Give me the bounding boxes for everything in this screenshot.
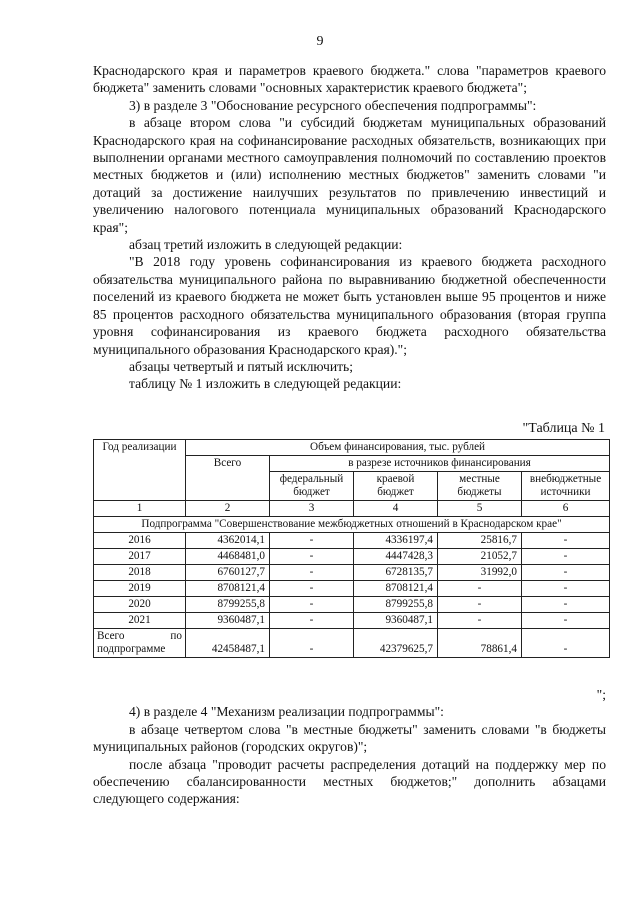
subprogram-row: [94, 517, 610, 533]
table-header-row: [94, 440, 610, 456]
table-row: [94, 613, 610, 629]
cell-federal: -: [270, 597, 354, 613]
col-number: 4: [354, 501, 438, 517]
col-number: 3: [270, 501, 354, 517]
paragraph: абзацы четвертый и пятый исключить;: [129, 358, 354, 374]
cell-total: 4362014,1: [186, 533, 270, 549]
col-number: 2: [186, 501, 270, 517]
cell-local: -: [438, 597, 522, 613]
header-year: Год реализации: [94, 440, 186, 501]
funding-table: [93, 439, 610, 658]
table-caption: "Таблица № 1: [522, 421, 605, 436]
cell-local: 25816,7: [438, 533, 522, 549]
cell-local: 78861,4: [438, 629, 522, 658]
table-total-row: [94, 629, 610, 658]
body-text-top: [93, 62, 606, 393]
cell-local: 21052,7: [438, 549, 522, 565]
header-federal: федеральный бюджет: [270, 472, 354, 501]
subprogram-title: Подпрограмма "Совершенствование межбюджетных отношений в Краснодарском крае": [94, 517, 610, 533]
table-row: [94, 549, 610, 565]
cell-year: 2019: [94, 581, 186, 597]
cell-year: 2020: [94, 597, 186, 613]
paragraph: после абзаца "проводит расчеты распределения дотаций на поддержку мер по обеспечению сбалансированности местных бюджетов;" дополнить абзацами следующего содержания:: [93, 756, 606, 807]
cell-regional: 8708121,4: [354, 581, 438, 597]
cell-total: 9360487,1: [186, 613, 270, 629]
col-number: 5: [438, 501, 522, 517]
cell-local: 31992,0: [438, 565, 522, 581]
cell-extra: -: [522, 565, 610, 581]
header-total: Всего: [186, 456, 270, 501]
cell-regional: 6728135,7: [354, 565, 438, 581]
paragraph: в абзаце четвертом слова "в местные бюджеты" заменить словами "в бюджеты муниципальных районов (городских округов)";: [93, 721, 606, 755]
cell-total: 6760127,7: [186, 565, 270, 581]
cell-regional: 42379625,7: [354, 629, 438, 658]
table-end-mark: ";: [596, 687, 606, 702]
cell-extra: -: [522, 629, 610, 658]
header-regional: краевой бюджет: [354, 472, 438, 501]
cell-year: 2016: [94, 533, 186, 549]
cell-extra: -: [522, 533, 610, 549]
cell-extra: -: [522, 613, 610, 629]
cell-year: 2021: [94, 613, 186, 629]
paragraph: 4) в разделе 4 "Механизм реализации подпрограммы":: [129, 704, 444, 720]
cell-federal: -: [270, 581, 354, 597]
table-row: [94, 581, 610, 597]
paragraph: "В 2018 году уровень софинансирования из краевого бюджета расходного обязательства муниципального района по выравниванию бюджетной обеспеченности поселений из краевого бюджета не может быть установлен выше 95 процентов и ниже 85 процентов расходного обязательства муниципального образования (вторая группа уровня софинансирования из краевого бюджета расходного обязательства муниципального образования Краснодарского края).";: [93, 254, 606, 357]
cell-federal: -: [270, 549, 354, 565]
header-volume: Объем финансирования, тыс. рублей: [186, 440, 610, 456]
cell-federal: -: [270, 613, 354, 629]
cell-federal: -: [270, 565, 354, 581]
body-text-bottom: [93, 686, 606, 808]
cell-total: 4468481,0: [186, 549, 270, 565]
cell-total-label: [94, 629, 186, 658]
paragraph: в абзаце втором слова "и субсидий бюджетам муниципальных образований Краснодарского края на софинансирование расходных обязательств, возникающих при выполнении органами местного самоуправления полномочий по составлению проектов местных бюджетов и (или) исполнению местных бюджетов" заменить словами "и дотаций за достижение наилучших результатов по привлечению инвестиций и увеличению налогового потенциала муниципальных образований Краснодарского края";: [93, 115, 606, 235]
cell-year: 2017: [94, 549, 186, 565]
table-row: [94, 565, 610, 581]
cell-regional: 9360487,1: [354, 613, 438, 629]
header-local: местные бюджеты: [438, 472, 522, 501]
col-number: 6: [522, 501, 610, 517]
total-label-b: по: [170, 630, 182, 642]
cell-extra: -: [522, 581, 610, 597]
cell-federal: -: [270, 533, 354, 549]
cell-total: 8799255,8: [186, 597, 270, 613]
cell-year: 2018: [94, 565, 186, 581]
header-extra: внебюджетные источники: [522, 472, 610, 501]
cell-local: -: [438, 613, 522, 629]
cell-extra: -: [522, 597, 610, 613]
cell-regional: 8799255,8: [354, 597, 438, 613]
paragraph: 3) в разделе 3 "Обоснование ресурсного обеспечения подпрограммы":: [129, 97, 537, 113]
paragraph: Краснодарского края и параметров краевого бюджета." слова "параметров краевого бюджета" заменить словами "основных характеристик краевого бюджета";: [93, 63, 606, 96]
cell-regional: 4447428,3: [354, 549, 438, 565]
cell-total: 42458487,1: [186, 629, 270, 658]
table-row: [94, 597, 610, 613]
total-label-a: Всего: [97, 630, 125, 642]
paragraph: абзац третий изложить в следующей редакции:: [129, 237, 403, 253]
cell-total: 8708121,4: [186, 581, 270, 597]
cell-extra: -: [522, 549, 610, 565]
page-number: 9: [316, 34, 324, 49]
cell-local: -: [438, 581, 522, 597]
header-by-source: в разрезе источников финансирования: [270, 456, 610, 472]
column-number-row: [94, 501, 610, 517]
cell-federal: -: [270, 629, 354, 658]
cell-regional: 4336197,4: [354, 533, 438, 549]
total-label-c: подпрограмме: [97, 643, 166, 655]
table-row: [94, 533, 610, 549]
col-number: 1: [94, 501, 186, 517]
paragraph: таблицу № 1 изложить в следующей редакции:: [129, 376, 402, 392]
